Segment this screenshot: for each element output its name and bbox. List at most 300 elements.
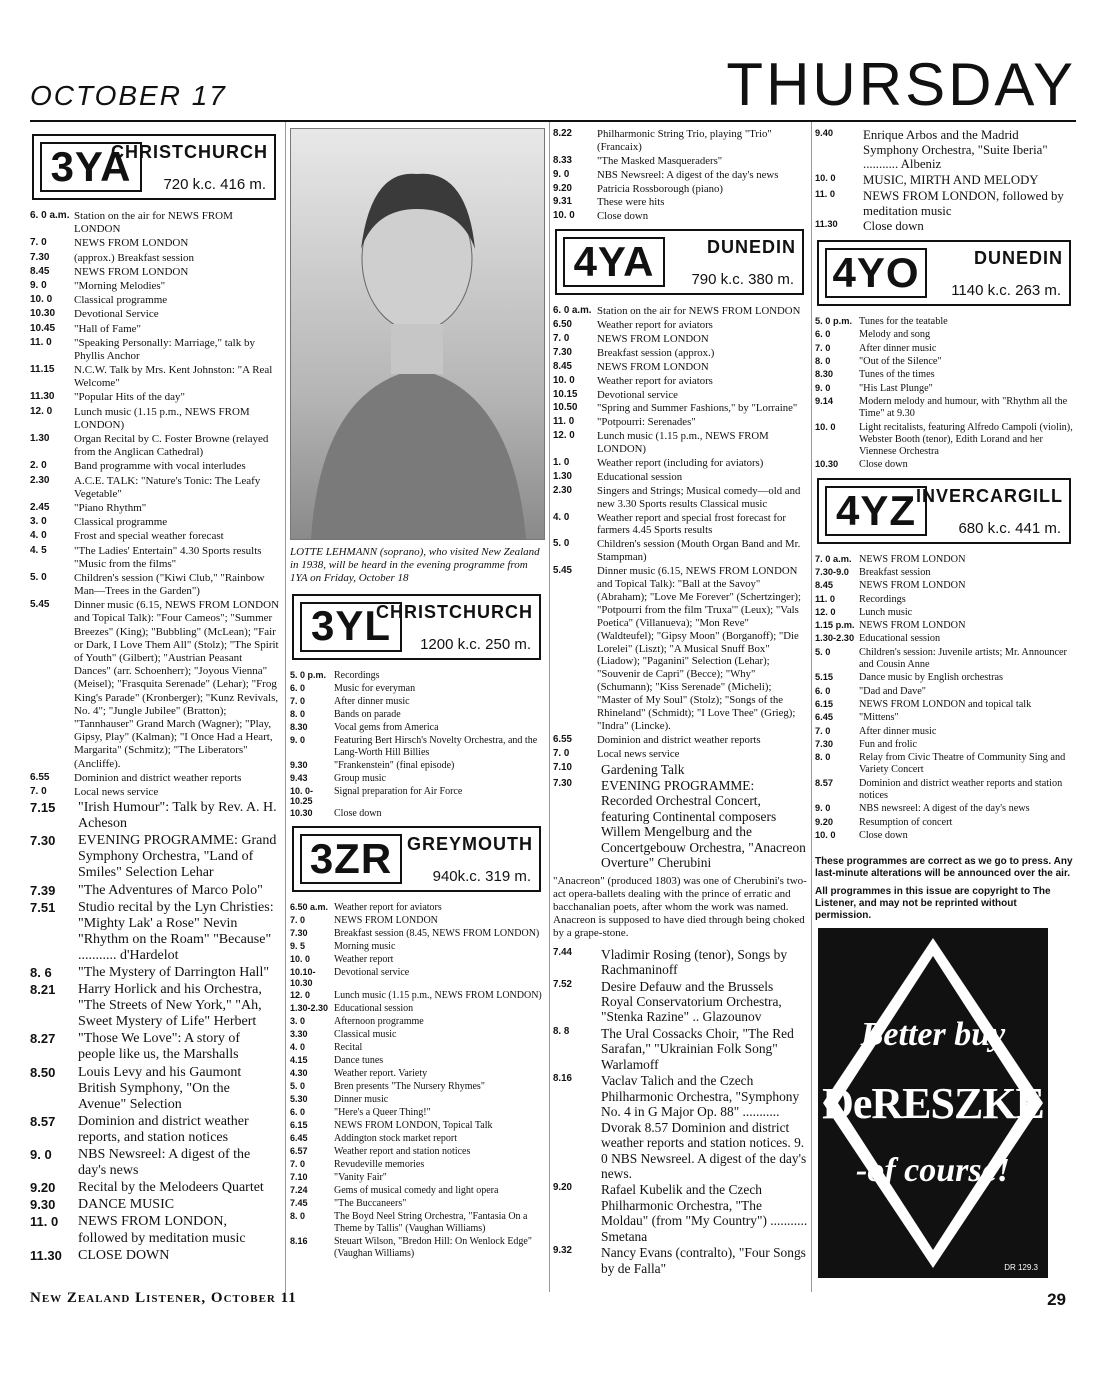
portrait-image: [291, 129, 544, 539]
programme-entry: [290, 773, 545, 785]
programme-description: Featuring Bert Hirsch's Novelty Orchestra, and the Lang-Worth Hill Billies: [334, 734, 538, 758]
programme-entry: [553, 210, 808, 223]
station-call-sign: 4YZ: [825, 486, 927, 536]
programme-time: 3.30: [290, 1028, 308, 1039]
programme-description: Children's session: Juvenile artists; Mr. Announcer and Cousin Anne: [859, 646, 1067, 671]
programme-description: The Ural Cossacks Choir, "The Red Sarafan," "Ukrainian Folk Song" Warlamoff: [601, 1025, 794, 1072]
programme-time: 9. 0: [30, 279, 47, 291]
programme-description: Classical programme: [74, 294, 168, 307]
programme-description: "The Buccaneers": [334, 1197, 407, 1209]
programme-entry: [290, 1055, 545, 1067]
programme-time: 8.45: [30, 265, 50, 277]
column-3: [553, 128, 808, 1277]
programme-list-4ya: [553, 305, 808, 760]
programme-time: 7. 0: [30, 785, 47, 797]
programme-time: 1.30: [553, 470, 572, 482]
station-header-3yl: [292, 594, 541, 660]
station-call-sign: 3YL: [300, 602, 402, 652]
programme-time: 7.15: [30, 800, 56, 816]
programme-entry: [553, 485, 808, 511]
programme-description: NEWS FROM LONDON: [859, 553, 966, 565]
programme-entry: [815, 830, 1075, 842]
programme-time: 10.30: [290, 808, 313, 819]
programme-time: 9.20: [553, 182, 572, 194]
programme-time: 11. 0: [815, 188, 836, 199]
programme-entry: [815, 128, 1075, 172]
programme-description: Close down: [859, 459, 908, 471]
column-2: [290, 128, 545, 1261]
programme-entry: [553, 305, 808, 318]
programme-entry: [290, 1016, 545, 1028]
programme-entry: [290, 1172, 545, 1184]
programme-entry: [30, 772, 280, 785]
programme-time: 9.32: [553, 1245, 572, 1257]
programme-description: After dinner music: [859, 342, 937, 354]
programme-description: Morning music: [334, 941, 396, 953]
programme-description: These were hits: [597, 196, 665, 209]
programme-time: 1.30: [30, 433, 50, 444]
programme-entry: [815, 422, 1075, 459]
programme-time: 9. 0: [290, 734, 306, 745]
programme-entry: [553, 471, 808, 484]
programme-time: 9.30: [30, 1197, 56, 1213]
programme-entry: [30, 433, 280, 459]
programme-time: 6.45: [290, 1132, 308, 1143]
programme-time: 9.20: [30, 1180, 56, 1196]
programme-time: 7.24: [290, 1184, 308, 1195]
station-frequency: 940k.c. 319 m.: [432, 868, 531, 886]
programme-time: 10. 0: [815, 173, 836, 184]
programme-entry: [30, 786, 280, 799]
programme-description: "Morning Melodies": [74, 279, 166, 292]
programme-description: Modern melody and humour, with "Rhythm all the Time" at 9.30: [859, 395, 1068, 420]
programme-entry: [553, 1026, 808, 1072]
programme-time: 10. 0: [553, 374, 575, 386]
programme-description: Lunch music (1.15 p.m., NEWS FROM LONDON): [74, 405, 250, 431]
programme-description: Revudeville memories: [334, 1158, 425, 1170]
programme-time: 7.30: [553, 346, 572, 358]
programme-description: NEWS FROM LONDON: [597, 333, 709, 346]
programme-time: 4. 0: [290, 1041, 306, 1052]
programme-entry: [815, 316, 1075, 328]
programme-description: "The Mystery of Darrington Hall": [78, 965, 270, 980]
programme-description: NBS Newsreel: A digest of the day's news: [597, 168, 779, 181]
programme-description: Dominion and district weather reports: [597, 733, 761, 746]
programme-description: Dominion and district weather reports, and station notices: [78, 1113, 249, 1145]
programme-description: Classical programme: [74, 516, 168, 529]
programme-time: 7.45: [290, 1197, 308, 1208]
programme-time: 8.30: [815, 369, 834, 380]
programme-description: "His Last Plunge": [859, 382, 933, 394]
programme-time: 3. 0: [290, 1015, 306, 1026]
programme-entry: [290, 1081, 545, 1093]
programme-entry: [30, 237, 280, 250]
programme-description: NEWS FROM LONDON and topical talk: [859, 698, 1032, 710]
programme-time: 8. 0: [290, 1210, 306, 1221]
programme-entry: [290, 1211, 545, 1235]
programme-description: Station on the air for NEWS FROM LONDON: [597, 305, 801, 318]
programme-description: Weather report and special frost forecast for farmers 4.45 Sports results: [597, 511, 786, 537]
programme-time: 5. 0: [815, 646, 831, 657]
programme-entry: [553, 155, 808, 168]
footer-publication: New Zealand Listener, October 11: [30, 1290, 297, 1306]
programme-entry: [30, 900, 280, 964]
programme-description: Close down: [863, 219, 924, 234]
programme-entry: [290, 696, 545, 708]
programme-time: 9. 5: [290, 941, 306, 952]
programme-description: Steuart Wilson, "Bredon Hill: On Wenlock Edge" (Vaughan Williams): [334, 1235, 532, 1259]
programme-entry: [30, 308, 280, 321]
programme-time: 11. 0: [553, 416, 575, 428]
programme-entry: [553, 1245, 808, 1276]
programme-description: Lunch music (1.15 p.m., NEWS FROM LONDON): [597, 430, 769, 456]
programme-time: 3. 0: [30, 516, 47, 528]
programme-description: A.C.E. TALK: "Nature's Tonic: The Leafy Vegetable": [74, 474, 261, 500]
programme-time: 1.15 p.m.: [815, 620, 855, 631]
programme-description: NEWS FROM LONDON, Topical Talk: [334, 1119, 493, 1131]
programme-entry: [30, 1147, 280, 1179]
programme-entry: [30, 1065, 280, 1113]
programme-time: 7. 0: [290, 915, 306, 926]
programme-time: 6.50 a.m.: [290, 902, 329, 913]
programme-time: 6.15: [815, 698, 834, 709]
programme-entry: [815, 726, 1075, 738]
programme-entry: [290, 1068, 545, 1080]
station-call-sign: 4YA: [563, 237, 665, 287]
programme-description: Devotional service: [597, 388, 678, 401]
programme-entry: [30, 545, 280, 571]
station-frequency: 1200 k.c. 250 m.: [420, 635, 531, 653]
station-city: DUNEDIN: [706, 237, 796, 258]
programme-description: Educational session: [597, 470, 683, 483]
programme-entry: [290, 928, 545, 940]
advertisement-dereszke: [818, 928, 1048, 1278]
programme-time: 6.55: [30, 771, 50, 783]
programme-entry: [30, 982, 280, 1030]
programme-time: 4.15: [290, 1054, 308, 1065]
programme-entry: [553, 457, 808, 470]
programme-entry: [815, 369, 1075, 381]
programme-time: 8.27: [30, 1031, 56, 1047]
programme-time: 8. 6: [30, 965, 52, 980]
programme-description: Children's session ("Kiwi Club," "Rainbow Man—Trees in the Garden"): [74, 571, 265, 598]
programme-description: Fun and frolic: [859, 738, 918, 750]
programme-entry: [290, 1029, 545, 1041]
station-frequency: 790 k.c. 380 m.: [691, 271, 794, 289]
programme-description: Recordings: [334, 669, 380, 681]
programme-entry: [30, 833, 280, 881]
programme-entry: [290, 735, 545, 759]
programme-time: 11.15: [30, 364, 55, 376]
programme-entry: [30, 883, 280, 899]
programme-entry: [290, 1185, 545, 1197]
programme-time: 6.57: [290, 1145, 308, 1156]
programme-description: Group music: [334, 772, 386, 784]
programme-entry: [815, 607, 1075, 619]
station-frequency: 1140 k.c. 263 m.: [951, 282, 1061, 300]
programme-entry: [553, 347, 808, 360]
programme-entry: [30, 502, 280, 515]
programme-description: "Vanity Fair": [334, 1171, 387, 1183]
programme-entry: [30, 294, 280, 307]
programme-entry: [30, 1180, 280, 1196]
programme-description: NEWS FROM LONDON: [859, 620, 966, 632]
programme-description: Dinner music: [334, 1093, 389, 1105]
programme-entry: [30, 266, 280, 279]
ad-code: DR 129.3: [1004, 1263, 1038, 1272]
programme-entry: [815, 580, 1075, 592]
programme-time: 8.57: [30, 1113, 56, 1129]
programme-time: 10. 0: [815, 829, 836, 840]
programme-time: 8. 0: [815, 752, 831, 763]
programme-description: "Speaking Personally: Marriage," talk by Phyllis Anchor: [74, 336, 255, 362]
programme-entry: [553, 734, 808, 747]
programme-time: 10. 0: [815, 421, 836, 432]
programme-description: Children's session (Mouth Organ Band and Mr. Stampman): [597, 538, 801, 564]
programme-time: 10. 0: [290, 954, 311, 965]
programme-description: DANCE MUSIC: [78, 1197, 175, 1213]
programme-time: 5.45: [553, 565, 572, 577]
programme-description: NEWS FROM LONDON, followed by meditation music: [863, 188, 1064, 218]
programme-list-4ya-evening: [553, 762, 808, 871]
programme-time: 6. 0: [815, 685, 831, 696]
programme-description: Gardening Talk: [601, 761, 685, 777]
programme-time: 12. 0: [815, 606, 836, 617]
programme-time: 8.22: [553, 128, 572, 139]
programme-entry: [815, 712, 1075, 724]
programme-time: 6.55: [553, 733, 572, 745]
programme-entry: [290, 670, 545, 682]
programme-list-3zr: [290, 902, 545, 1260]
column-divider: [549, 122, 550, 1292]
programme-time: 7. 0: [553, 747, 570, 759]
programme-entry: [290, 1107, 545, 1119]
programme-time: 9.31: [553, 196, 572, 208]
programme-entry: [290, 1236, 545, 1260]
programme-time: 11. 0: [815, 593, 836, 604]
programme-time: 1.30-2.30: [815, 633, 855, 644]
programme-description: Studio recital by the Lyn Christies: "Mighty Lak' a Rose" Nevin "Rhythm on the Roam" "Because" ........... d'Hardelot: [78, 899, 274, 963]
programme-description: Weather report and station notices: [334, 1145, 471, 1157]
programme-description: Signal preparation for Air Force: [334, 785, 463, 797]
programme-time: 6. 0: [290, 1106, 306, 1117]
programme-time: 7. 0: [553, 333, 570, 345]
programme-description: Bands on parade: [334, 708, 401, 720]
programme-description: "Piano Rhythm": [74, 501, 147, 514]
programme-description: EVENING PROGRAMME: Recorded Orchestral Concert, featuring Continental composers Willem Mengelburg and the Concertgebouw Orchestra, "Anacreon Overture" Cherubini: [601, 777, 806, 871]
programme-entry: [30, 391, 280, 404]
programme-entry: [815, 594, 1075, 606]
programme-description: Devotional service: [334, 967, 410, 979]
programme-entry: [553, 1073, 808, 1181]
programme-time: 7.30: [290, 928, 308, 939]
programme-description: Melody and song: [859, 329, 931, 341]
programme-time: 12. 0: [290, 989, 311, 1000]
programme-entry: [553, 778, 808, 871]
programme-description: Music for everyman: [334, 682, 416, 694]
programme-time: 7. 0: [30, 237, 47, 249]
programme-time: 7.30: [553, 777, 572, 789]
programme-time: 8.50: [30, 1064, 56, 1080]
programme-time: 9.20: [815, 816, 834, 827]
programme-description: Philharmonic String Trio, playing "Trio" (Francaix): [597, 128, 772, 153]
programme-time: 8.16: [553, 1073, 572, 1085]
programme-entry: [815, 396, 1075, 421]
programme-description: N.C.W. Talk by Mrs. Kent Johnston: "A Real Welcome": [74, 364, 273, 390]
programme-entry: [815, 356, 1075, 368]
programme-entry: [815, 672, 1075, 684]
programme-time: 9.43: [290, 772, 308, 783]
programme-description: Nancy Evans (contralto), "Four Songs by de Falla": [601, 1245, 806, 1276]
programme-time: 9.40: [815, 128, 834, 138]
programme-time: 5. 0 p.m.: [290, 669, 327, 680]
programme-time: 12. 0: [553, 430, 575, 442]
programme-entry: [553, 402, 808, 415]
programme-entry: [290, 954, 545, 966]
programme-time: 10.15: [553, 388, 578, 400]
programme-entry: [553, 128, 808, 154]
programme-entry: [553, 512, 808, 538]
programme-description: "Spring and Summer Fashions," by "Lorraine": [597, 402, 798, 415]
programme-description: Local news service: [74, 785, 159, 798]
programme-description: Recital: [334, 1041, 363, 1053]
programme-entry: [815, 647, 1075, 672]
programme-description: "The Ladies' Entertain" 4.30 Sports results "Music from the films": [74, 544, 262, 570]
programme-entry: [553, 979, 808, 1025]
programme-time: 1. 0: [553, 457, 570, 469]
programme-entry: [30, 530, 280, 543]
programme-time: 9. 0: [815, 382, 831, 393]
programme-description: NEWS FROM LONDON, followed by meditation music: [78, 1214, 246, 1246]
programme-description: Light recitalists, featuring Alfredo Campoli (violin), Webster Booth (tenor), Edith Lorand and her Viennese Orchestra: [859, 421, 1073, 458]
programme-time: 8.45: [553, 360, 572, 372]
programme-time: 10.10-10.30: [290, 967, 316, 988]
programme-time: 7.30: [30, 251, 50, 263]
programme-time: 4. 0: [30, 530, 47, 542]
programme-list-3ya: [30, 210, 280, 799]
programme-entry: [30, 1214, 280, 1246]
programme-time: 8.16: [290, 1235, 308, 1246]
programme-entry: [30, 210, 280, 236]
programme-description: Dance tunes: [334, 1054, 384, 1066]
programme-description: After dinner music: [859, 725, 937, 737]
programme-description: Breakfast session: [859, 567, 931, 578]
programme-time: 8. 8: [553, 1025, 570, 1037]
station-city: DUNEDIN: [973, 248, 1063, 269]
programme-entry: [815, 189, 1075, 218]
programme-description: Devotional Service: [74, 308, 159, 321]
programme-entry: [815, 778, 1075, 803]
station-frequency: 720 k.c. 416 m.: [163, 176, 266, 193]
programme-description: Tunes of the times: [859, 369, 935, 381]
programme-time: 7.51: [30, 899, 56, 915]
programme-list-3ya-evening: [30, 800, 280, 1264]
programme-entry: [553, 196, 808, 209]
programme-description: Afternoon programme: [334, 1015, 424, 1027]
programme-time: 10.30: [815, 459, 839, 470]
programme-entry: [30, 406, 280, 432]
programme-list-3yl-cont: [553, 128, 808, 223]
programme-entry: [553, 748, 808, 761]
programme-description: Station on the air for NEWS FROM LONDON: [74, 210, 233, 236]
programme-entry: [290, 1042, 545, 1054]
programme-description: "Hall of Fame": [74, 322, 142, 335]
column-divider: [811, 122, 812, 1292]
programme-time: 2.30: [553, 484, 572, 496]
programme-description: "Irish Humour": Talk by Rev. A. H. Acheson: [78, 800, 277, 832]
programme-description: Gems of musical comedy and light opera: [334, 1184, 499, 1196]
programme-description: Weather report (including for aviators): [597, 457, 764, 470]
programme-entry: [553, 169, 808, 182]
programme-description: "Mittens": [859, 712, 899, 724]
station-call-sign: 3YA: [40, 142, 142, 192]
programme-description: Close down: [859, 829, 908, 841]
programme-list-3yl: [290, 670, 545, 821]
programme-entry: [290, 941, 545, 953]
programme-time: 5. 0 p.m.: [815, 316, 853, 327]
station-call-sign: 4YO: [825, 248, 927, 298]
programme-entry: [290, 722, 545, 734]
programme-time: 9. 0: [30, 1147, 52, 1163]
programme-description: Breakfast session (approx.): [597, 346, 715, 359]
programme-time: 10.50: [553, 402, 578, 414]
programme-time: 10.30: [30, 308, 56, 320]
programme-time: 6.50: [553, 319, 572, 331]
programme-time: 4.30: [290, 1067, 308, 1078]
programme-description: Louis Levy and his Gaumont British Symphony, "On the Avenue" Selection: [78, 1064, 242, 1112]
programme-time: 2.30: [30, 474, 50, 486]
programme-description: Organ Recital by C. Foster Browne (relayed from the Anglican Cathedral): [74, 433, 269, 459]
programme-entry: [30, 516, 280, 529]
programme-description: Band programme with vocal interludes: [74, 460, 246, 473]
programme-description: Close down: [334, 808, 382, 820]
programme-entry: [30, 475, 280, 501]
programme-list-4yz: [815, 554, 1075, 843]
programme-description: Educational session: [334, 1002, 414, 1014]
programme-time: 10. 0-10.25: [290, 785, 314, 807]
programme-entry: [290, 760, 545, 772]
anacreon-note: "Anacreon" (produced 1803) was one of Cherubini's two-act opera-ballets dealing with the prince of erratic and bacchanalian poets, after whom the work was named. Anacreon is supposed to have died through being choked by a grape-stone.: [553, 874, 807, 940]
programme-entry: [290, 1094, 545, 1106]
programme-description: MUSIC, MIRTH AND MELODY: [863, 173, 1039, 188]
programme-entry: [553, 333, 808, 346]
programme-time: 7.10: [553, 761, 572, 773]
programme-description: Patricia Rossborough (piano): [597, 182, 723, 195]
programme-description: Dinner music (6.15, NEWS FROM LONDON and Topical Talk): "Ball at the Savoy" (Abraham); "Love Me Forever" (Schertzinger); "Potpourri from the film 'Truxa'" (Leux); "Vals Poetica" (Villanueva); "Mon Reve" (Waldteufel); "Gipsy Moon" (Borganoff); "Die Lorelei" (Liszt); "A Musical Snuff Box" (Liadow); "Paganini" Selection (Lehar); "Souvenir de Capri" (Becce); "Why" (Schumann); "Kiss Serenade" (Micheli); "Master of My Soul" (Stolz); "Songs of the Rhineland" (Schmidt); "I Love Thee" (Grieg); "Indra" (Lincke).: [597, 565, 801, 732]
programme-description: "Here's a Queer Thing!": [334, 1106, 431, 1118]
programme-entry: [815, 554, 1075, 566]
programme-description: "Out of the Silence": [859, 356, 942, 368]
programme-time: 7.30: [30, 833, 56, 849]
station-header-3zr: [292, 826, 541, 892]
programme-description: Bren presents "The Nursery Rhymes": [334, 1080, 485, 1092]
programme-entry: [30, 460, 280, 473]
programme-entry: [815, 219, 1075, 234]
programme-time: 8.57: [815, 777, 834, 788]
page-date: OCTOBER 17: [30, 80, 227, 111]
programme-entry: [30, 965, 280, 981]
programme-time: 7. 0 a.m.: [815, 553, 852, 564]
programme-entry: [30, 323, 280, 336]
programme-entry: [815, 329, 1075, 341]
programme-description: The Boyd Neel String Orchestra, "Fantasia On a Theme by Tallis" (Vaughan Williams): [334, 1210, 528, 1234]
programme-time: 8. 0: [290, 708, 306, 719]
programme-time: 8.30: [290, 721, 308, 732]
programme-time: 8.45: [815, 580, 834, 591]
programme-time: 5. 0: [290, 1080, 306, 1091]
station-header-3ya: [32, 134, 276, 200]
page-day: THURSDAY: [726, 51, 1076, 118]
